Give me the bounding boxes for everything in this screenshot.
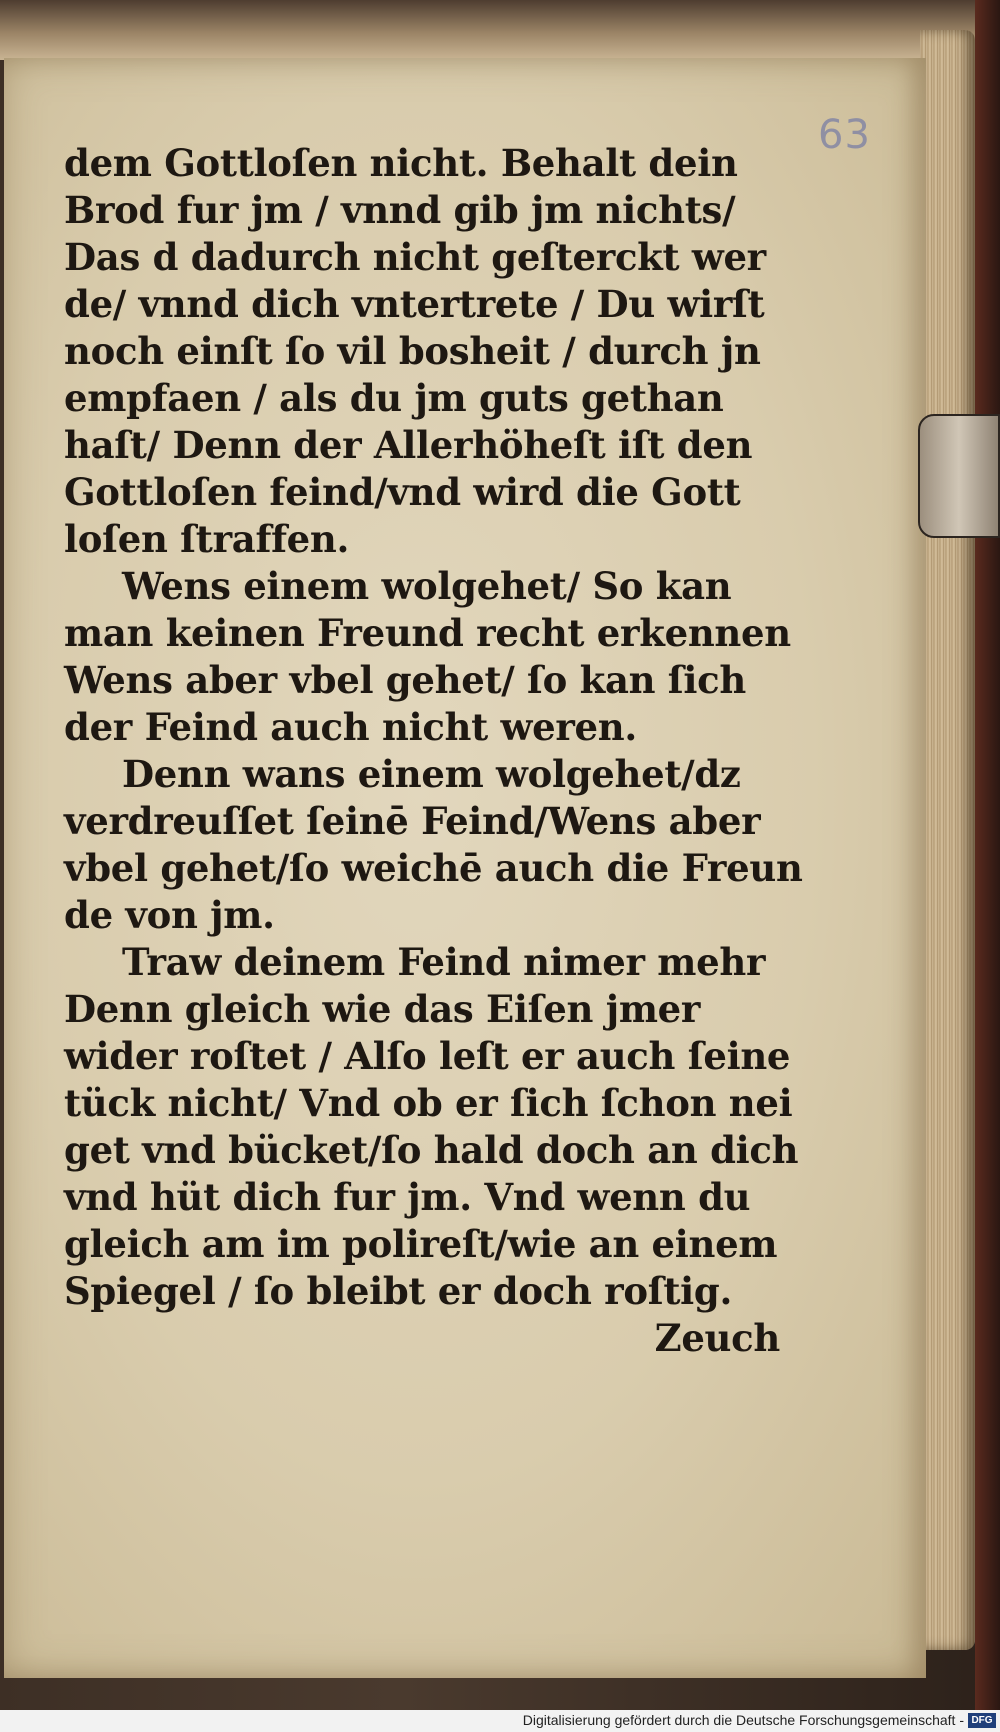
footer-credit: Digitalisierung gefördert durch die Deutsche Forschungsgemeinschaft - xyxy=(522,1712,964,1728)
text-line: empfaen / als du jm guts gethan xyxy=(64,376,724,420)
text-line: get vnd bücket/ſo hald doch an dich xyxy=(64,1128,799,1172)
page-text-block xyxy=(64,140,803,1362)
text-line: Denn wans einem wolgehet/dz xyxy=(122,752,741,796)
book-top-edge xyxy=(0,0,1000,60)
text-line: Gottloſen feind/vnd wird die Gott xyxy=(64,470,741,514)
text-line: gleich am im polireſt/wie an einem xyxy=(64,1222,778,1266)
folio-number: 63 xyxy=(818,112,871,158)
text-line: haſt/ Denn der Allerhöheſt iſt den xyxy=(64,423,753,467)
dfg-logo: DFG xyxy=(968,1713,996,1728)
text-line: wider roſtet / Alſo leſt er auch ſeine xyxy=(64,1034,791,1078)
text-line: Denn gleich wie das Eiſen jmer xyxy=(64,987,701,1031)
text-line: vnd hüt dich fur jm. Vnd wenn du xyxy=(64,1175,751,1219)
text-line: de von jm. xyxy=(64,893,275,937)
text-line: Das d dadurch nicht geſterckt wer xyxy=(64,235,766,279)
footer-bar xyxy=(0,1710,1000,1732)
text-line: Brod fur jm / vnnd gib jm nichts/ xyxy=(64,188,736,232)
bookmark-tab xyxy=(918,414,1000,538)
text-line: Spiegel / ſo bleibt er doch roſtig. xyxy=(64,1269,733,1313)
text-line: man keinen Freund recht erkennen xyxy=(64,611,791,655)
text-line: verdreuſſet ſeinē Feind/Wens aber xyxy=(64,799,761,843)
text-line: loſen ſtraffen. xyxy=(64,517,350,561)
page-stack-edges xyxy=(920,30,975,1650)
text-line: tück nicht/ Vnd ob er ſich ſchon nei xyxy=(64,1081,793,1125)
text-line: Traw deinem Feind nimer mehr xyxy=(122,940,766,984)
catchword: Zeuch xyxy=(654,1316,780,1360)
book-cover-edge xyxy=(975,0,1000,1732)
text-line: vbel gehet/ſo weichē auch die Freun xyxy=(64,846,803,890)
text-line: Wens einem wolgehet/ So kan xyxy=(122,564,732,608)
text-line: Wens aber vbel gehet/ ſo kan ſich xyxy=(64,658,747,702)
text-line: dem Gottloſen nicht. Behalt dein xyxy=(64,141,738,185)
text-line: noch einſt ſo vil bosheit / durch jn xyxy=(64,329,761,373)
text-line: der Feind auch nicht weren. xyxy=(64,705,637,749)
text-line: de/ vnnd dich vntertrete / Du wirſt xyxy=(64,282,765,326)
